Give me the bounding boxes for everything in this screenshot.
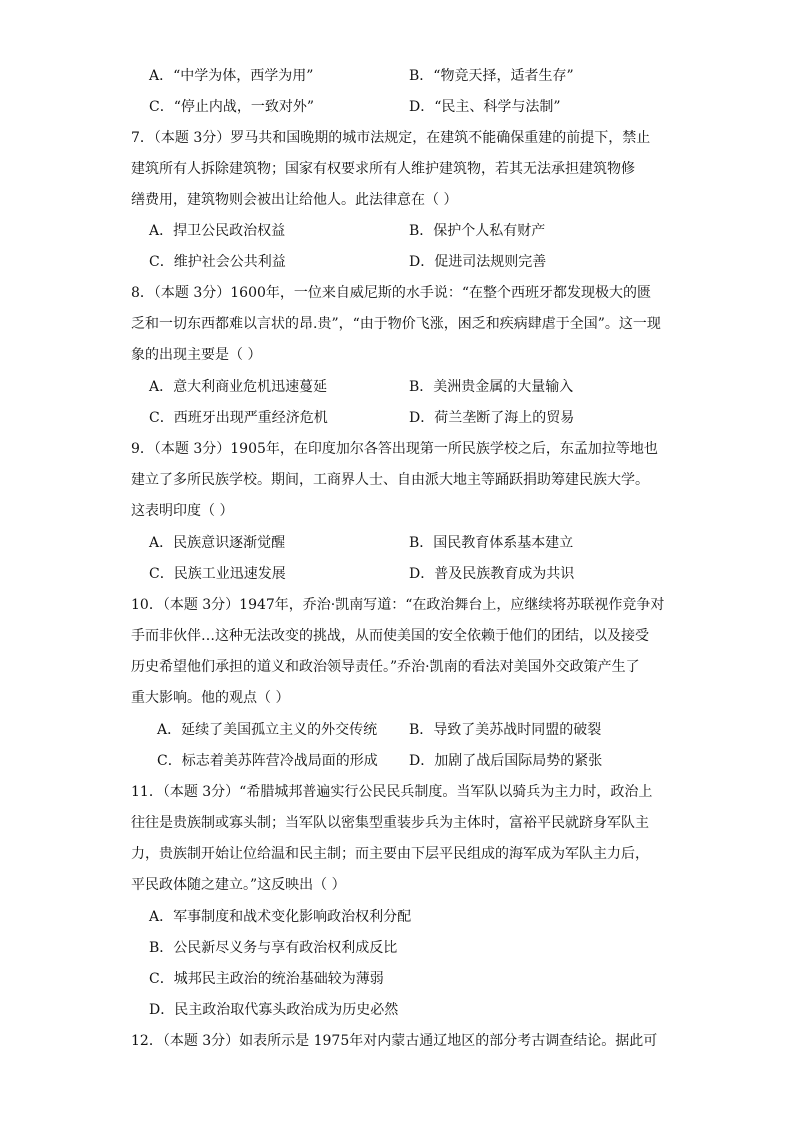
q8-option-a[interactable]: A．意大利商业危机迅速蔓延	[149, 379, 328, 395]
q10-options-row-1	[157, 719, 677, 741]
q8-option-d[interactable]: D．荷兰垄断了海上的贸易	[409, 410, 575, 426]
q7-option-c[interactable]: C．维护社会公共利益	[149, 254, 286, 270]
q7-stem-line-1: 7．（本题 3分）罗马共和国晚期的城市法规定，在建筑不能确保重建的前提下，禁止	[131, 130, 651, 146]
q10-stem-line-4: 重大影响。他的观点（ ）	[131, 690, 290, 706]
q9-stem-line-1: 9．（本题 3分）1905年，在印度加尔各答出现第一所民族学校之后，东孟加拉等地也	[131, 441, 658, 457]
q7-option-d[interactable]: D．促进司法规则完善	[409, 254, 547, 270]
q7-stem-line-2: 建筑所有人拆除建筑物；国家有权要求所有人维护建筑物，若其无法承担建筑物修	[131, 161, 635, 177]
q10-option-a[interactable]: A．延续了美国孤立主义的外交传统	[157, 722, 378, 738]
q11-option-c[interactable]: C．城邦民主政治的统治基础较为薄弱	[149, 971, 384, 987]
q9-stem-line-3: 这表明印度（ ）	[131, 503, 234, 519]
q11-stem-line-3: 力，贵族制开始让位给温和民主制；而主要由下层平民组成的海军成为军队主力后，	[131, 846, 649, 862]
q10-stem-line-1: 10．（本题 3分）1947年，乔治·凯南写道：“在政治舞台上，应继续将苏联视作竞争对	[131, 597, 665, 613]
q7-stem-line-3: 缮费用，建筑物则会被出让给他人。此法律意在（ ）	[131, 192, 458, 208]
q10-stem-line-2: 手而非伙伴…这种无法改变的挑战，从而使美国的安全依赖于他们的团结，以及接受	[131, 628, 649, 644]
q8-option-c[interactable]: C．西班牙出现严重经济危机	[149, 410, 328, 426]
q10-option-c[interactable]: C．标志着美苏阵营冷战局面的形成	[157, 753, 378, 769]
q9-options-row-1	[149, 532, 669, 554]
q8-options-row-2	[149, 407, 669, 429]
q10-stem-line-3: 历史希望他们承担的道义和政治领导责任。”乔治·凯南的看法对美国外交政策产生了	[131, 659, 640, 675]
q11-stem-line-1: 11．（本题 3分）“希腊城邦普遍实行公民民兵制度。当军队以骑兵为主力时，政治上	[131, 784, 653, 800]
q9-option-a[interactable]: A．民族意识逐渐觉醒	[149, 535, 286, 551]
q6-options-row-2	[149, 96, 669, 118]
q6-option-d[interactable]: D．“民主、科学与法制”	[409, 99, 561, 115]
q8-option-b[interactable]: B．美洲贵金属的大量输入	[409, 379, 574, 395]
q10-options-row-2	[157, 750, 677, 772]
q11-stem-line-4: 平民政体随之建立。”这反映出（ ）	[131, 877, 346, 893]
q9-option-c[interactable]: C．民族工业迅速发展	[149, 566, 286, 582]
q9-stem-line-2: 建立了多所民族学校。期间，工商界人士、自由派大地主等踊跃捐助筹建民族大学。	[131, 472, 649, 488]
q11-option-a[interactable]: A．军事制度和战术变化影响政治权利分配	[149, 909, 412, 925]
q8-stem-line-1: 8．（本题 3分）1600年，一位来自威尼斯的水手说：“在整个西班牙都发现极大的匮	[131, 285, 652, 301]
q6-options-row-1	[149, 65, 669, 87]
q7-option-a[interactable]: A．捍卫公民政治权益	[149, 223, 286, 239]
q11-stem-line-2: 往往是贵族制或寡头制；当军队以密集型重装步兵为主体时，富裕平民就跻身军队主	[131, 815, 649, 831]
q6-option-c[interactable]: C．“停止内战，一致对外”	[149, 99, 315, 115]
q6-option-b[interactable]: B．“物竞天择，适者生存”	[409, 68, 574, 84]
q8-stem-line-2: 乏和一切东西都难以言状的昂.贵”，“由于物价飞涨，困乏和疾病肆虐于全国”。这一现	[131, 316, 661, 332]
q8-options-row-1	[149, 376, 669, 398]
q7-options-row-2	[149, 251, 669, 273]
q7-option-b[interactable]: B．保护个人私有财产	[409, 223, 546, 239]
q12-stem-line-1: 12．（本题 3分）如表所示是 1975年对内蒙古通辽地区的部分考古调查结论。据此可	[131, 1033, 658, 1049]
q9-option-d[interactable]: D．普及民族教育成为共识	[409, 566, 575, 582]
q7-options-row-1	[149, 220, 669, 242]
q10-option-b[interactable]: B．导致了美苏战时同盟的破裂	[409, 722, 602, 738]
q8-stem-line-3: 象的出现主要是（ ）	[131, 347, 262, 363]
q9-option-b[interactable]: B．国民教育体系基本建立	[409, 535, 574, 551]
q9-options-row-2	[149, 563, 669, 585]
q10-option-d[interactable]: D．加剧了战后国际局势的紧张	[409, 753, 603, 769]
q6-option-a[interactable]: A．“中学为体，西学为用”	[149, 68, 314, 84]
q11-option-b[interactable]: B．公民新尽义务与享有政治权利成反比	[149, 940, 398, 956]
q11-option-d[interactable]: D．民主政治取代寡头政治成为历史必然	[149, 1002, 399, 1018]
